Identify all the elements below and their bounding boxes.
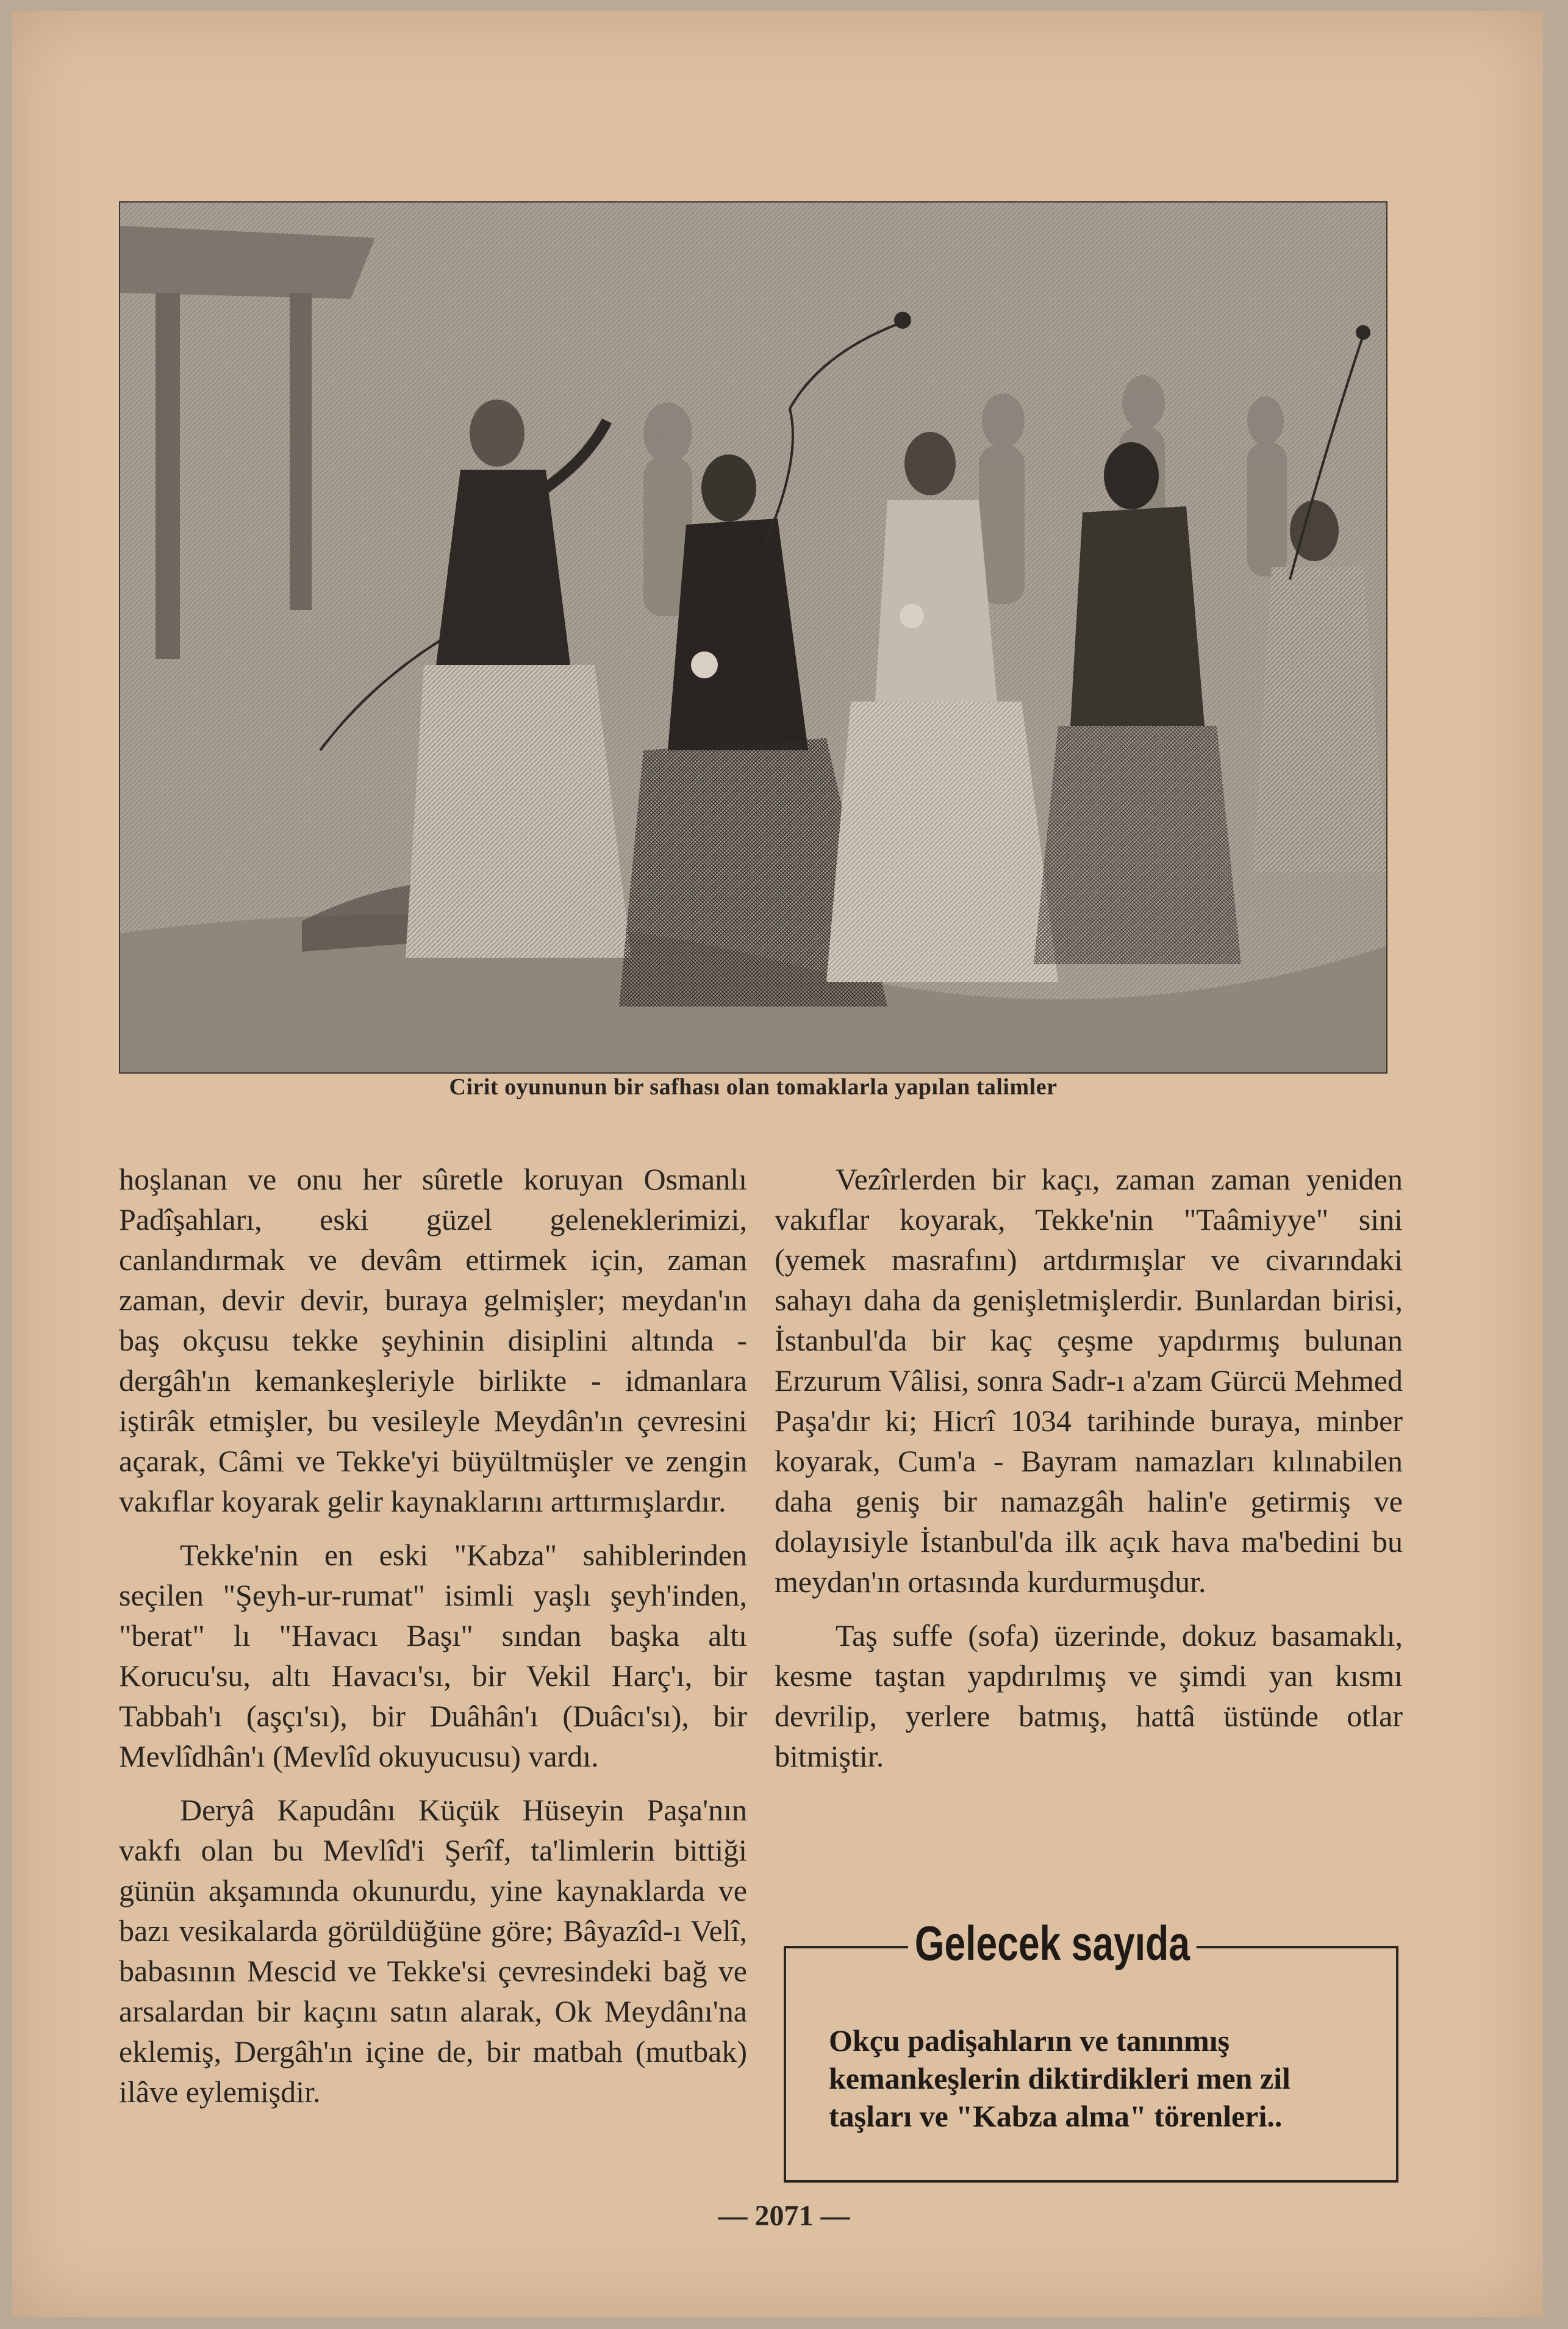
next-issue-box — [784, 1916, 1398, 2183]
right-column — [775, 1159, 1403, 1790]
paragraph: Taş suffe (sofa) üzerinde, dokuz basamaklı, kesme taştan yapdırılmış ve şimdi yan kısmı devrilip, yerlere batmış, hattâ üstünde otlar bitmiştir. — [775, 1618, 1403, 1773]
page-number: — 2071 — — [718, 2200, 850, 2232]
figure-caption: Cirit oyununun bir safhası olan tomaklarla yapılan talimler — [449, 1074, 1058, 1100]
paragraph: Tekke'nin en eski "Kabza" sahiblerinden seçilen "Şeyh-ur-rumat" isimli yaşlı şeyh'inden, "berat" lı "Havacı Başı" sından başka altı Korucu'su, altı Havacı'sı, bir Vekil Harç'ı, bir Tabbah'ı (aşçı'sı), bir Duâhân'ı (Duâcı'sı), bir Mevlîdhân'ı (Mevlîd okuyucusu) vardı. — [119, 1538, 747, 1773]
paragraph: Deryâ Kapudânı Küçük Hüseyin Paşa'nın vakfı olan bu Mevlîd'i Şerîf, ta'limlerin bittiği günün akşamında okunurdu, yine kaynaklarda ve bazı vesikalarda görüldüğüne göre; Bâyazîd-ı Velî, babasının Mescid ve Tekke'si çevresindeki bağ ve arsalardan bir kaçını satın alarak, Ok Meydânı'na eklemiş, Dergâh'ın içine de, bir matbah (mutbak) ilâve eylemişdir. — [119, 1793, 747, 2109]
engraving-drawing — [119, 201, 1387, 1074]
next-issue-title: Gelecek sayıda — [908, 1913, 1197, 1974]
paragraph: Vezîrlerden bir kaçı, zaman zaman yeniden vakıflar koyarak, Tekke'nin "Taâmiyye" sini (yemek masrafını) artdırmışlar ve civarındaki sahayı daha da genişletmişlerdir. Bunlardan birisi, İstanbul'da bir kaç çeşme yapdırmış bulunan Erzurum Vâlisi, sonra Sadr-ı a'zam Gürcü Mehmed Paşa'dır ki; Hicrî 1034 tarihinde buraya, minber koyarak, Cum'a - Bayram namazları kılınabilen daha geniş bir namazgâh halin'e getirmiş ve dolayısiyle İstanbul'da ilk açık hava ma'bedini bu meydan'ın ortasında kurdurmuşdur. — [775, 1162, 1403, 1599]
left-column — [119, 1159, 747, 2125]
cirit-engraving-illustration — [119, 201, 1387, 1074]
paragraph: hoşlanan ve onu her sûretle koruyan Osmanlı Padîşahları, eski güzel geleneklerimizi, canlandırmak ve devâm ettirmek için, zaman zaman, devir devir, buraya gelmişler; meydan'ın baş okçusu tekke şeyhinin disiplini altında - dergâh'ın kemankeşleriyle birlikte - idmanlara iştirâk etmişler, bu vesileyle Meydân'ın çevresini açarak, Câmi ve Tekke'yi büyültmüşler ve zengin vakıflar koyarak gelir kaynaklarını arttırmışlardır. — [119, 1162, 747, 1518]
next-issue-text: Okçu padişahların ve tanınmış kemankeşlerin diktirdikleri men zil taşları ve "Kabza alma" törenleri.. — [829, 2023, 1291, 2133]
